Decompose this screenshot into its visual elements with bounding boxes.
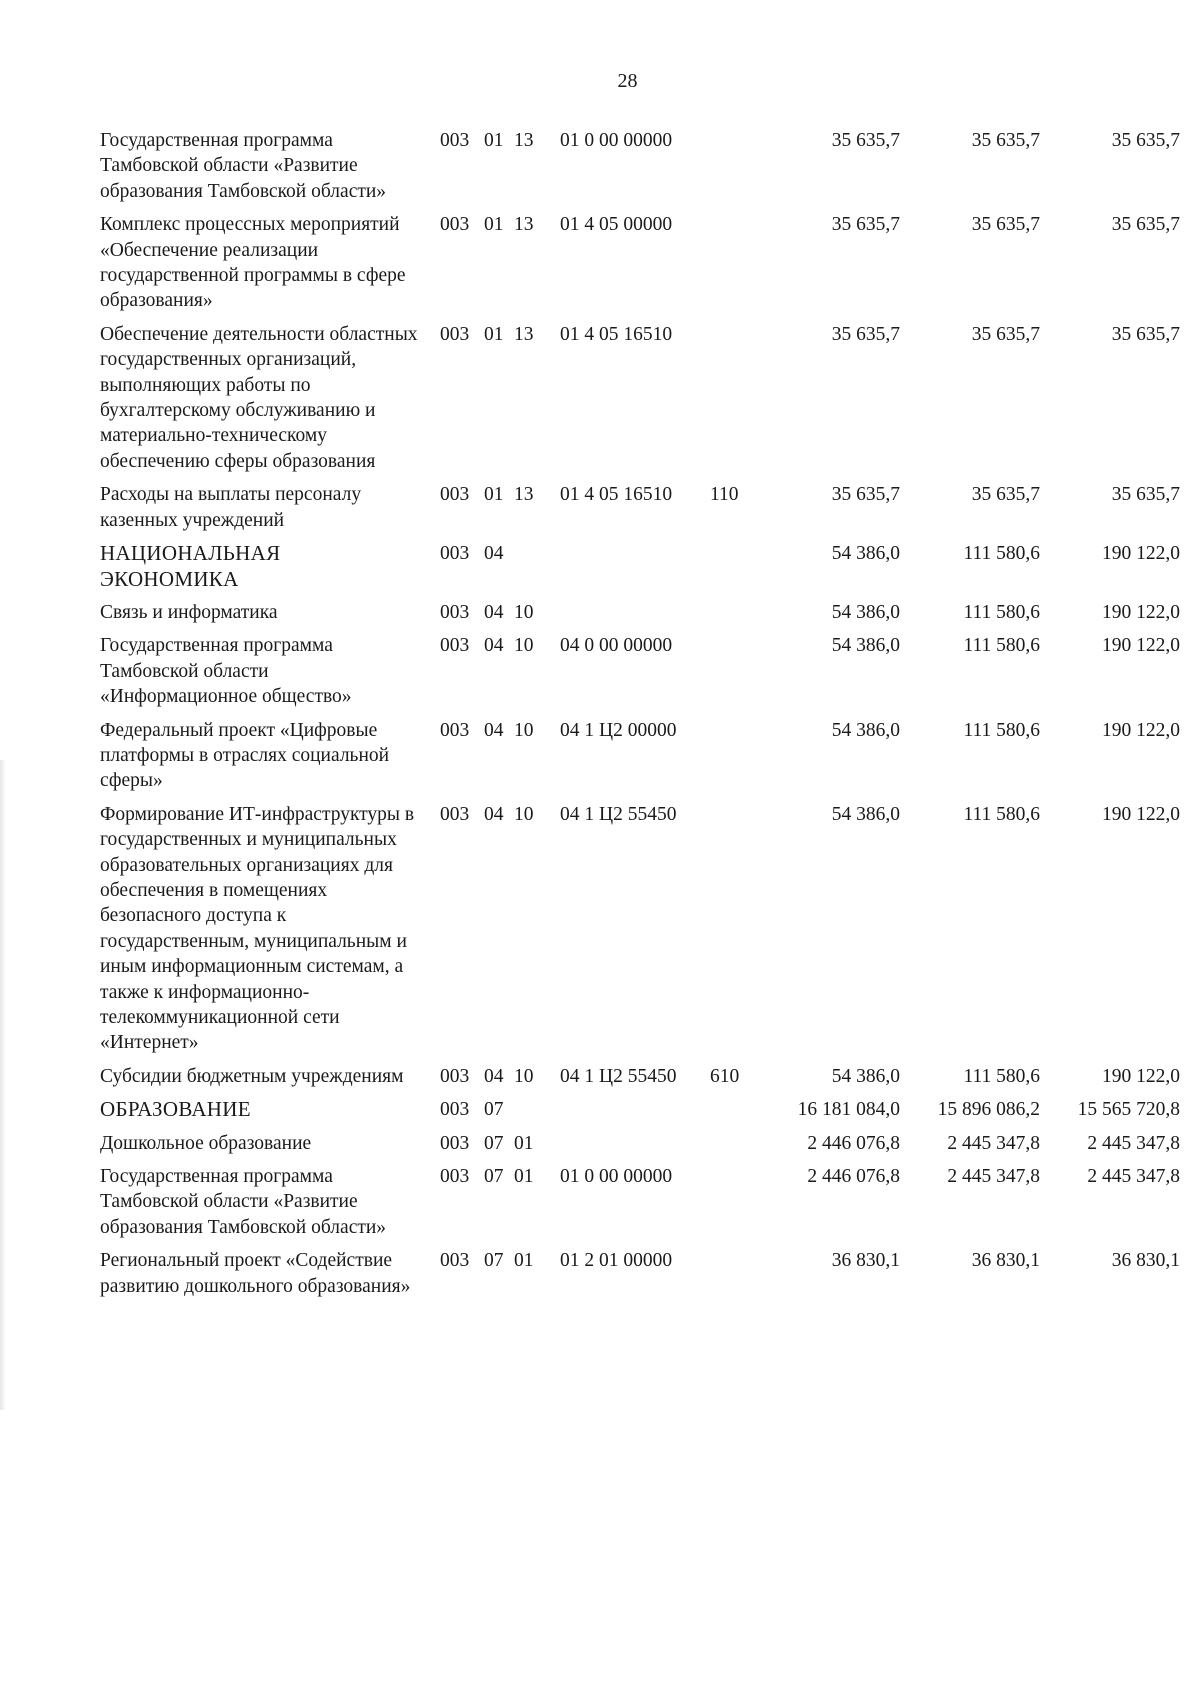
row-target-article-code: 01 2 01 00000 <box>560 1250 673 1272</box>
row-ved-code: 003 <box>440 1099 470 1121</box>
row-amount-1: 54 386,0 <box>831 601 900 623</box>
row-amount-2: 2 445 347,8 <box>947 1132 1040 1154</box>
row-target-article-code: 01 0 00 00000 <box>560 1166 673 1188</box>
row-ved-code: 003 <box>440 323 470 345</box>
row-name: Государственная программа Тамбовской области «Информационное общество» <box>100 635 352 708</box>
row-amount-2: 2 445 347,8 <box>947 1166 1040 1188</box>
row-expense-type-code <box>710 1248 760 1307</box>
row-amount-2: 111 580,6 <box>963 543 1040 565</box>
table-row <box>100 1248 1180 1307</box>
row-amount-3: 2 445 347,8 <box>1087 1132 1180 1154</box>
table-row <box>100 128 1180 212</box>
row-amount-2: 111 580,6 <box>963 635 1040 657</box>
table-row <box>100 633 1180 717</box>
row-amount-2: 111 580,6 <box>963 803 1040 825</box>
row-section-code: 01 <box>484 130 504 151</box>
row-name: Федеральный проект «Цифровые платформы в отраслях социальной сферы» <box>100 719 390 792</box>
row-subsection-code: 10 <box>514 635 534 657</box>
row-amount-3: 190 122,0 <box>1102 635 1180 657</box>
row-name: Формирование ИТ-инфраструктуры в государственных и муниципальных образовательных организациях для обеспечения в помещениях безопасного доступа к государственным, муниципальным и иным информационным системам, а также к информационно-телекоммуникационной сети «Интернет» <box>100 803 415 1054</box>
table-row <box>100 212 1180 322</box>
row-amount-2: 111 580,6 <box>963 719 1040 741</box>
row-section-code: 04 <box>484 803 504 825</box>
row-ved-code: 003 <box>440 1132 470 1154</box>
row-target-article-code: 04 1 Ц2 55450 <box>560 1065 677 1087</box>
table-row <box>100 1164 1180 1248</box>
row-amount-1: 16 181 084,0 <box>797 1099 900 1121</box>
row-name: Субсидии бюджетным учреждениям <box>100 1065 404 1087</box>
row-section-code: 01 <box>484 323 504 345</box>
row-expense-type-code: 610 <box>710 1065 740 1087</box>
row-target-article-code: 01 0 00 00000 <box>560 130 673 151</box>
row-subsection-code <box>514 1097 550 1130</box>
row-amount-2: 111 580,6 <box>963 601 1040 623</box>
row-amount-3: 35 635,7 <box>1111 214 1180 236</box>
row-amount-2: 35 635,7 <box>971 214 1040 236</box>
row-target-article-code <box>550 1131 710 1164</box>
row-amount-3: 35 635,7 <box>1111 323 1180 345</box>
row-amount-2: 36 830,1 <box>971 1250 1040 1272</box>
row-section-code: 04 <box>484 719 504 741</box>
row-subsection-code: 10 <box>514 1065 534 1087</box>
row-ved-code: 003 <box>440 635 470 657</box>
page-number: 28 <box>617 70 638 92</box>
row-amount-3: 35 635,7 <box>1111 484 1180 506</box>
row-subsection-code <box>514 541 550 600</box>
row-target-article-code <box>550 600 710 633</box>
row-expense-type-code <box>710 600 760 633</box>
row-subsection-code: 13 <box>514 130 534 151</box>
table-body <box>100 128 1180 1307</box>
row-amount-1: 35 635,7 <box>831 323 900 345</box>
row-amount-3: 15 565 720,8 <box>1077 1099 1180 1121</box>
table-row <box>100 541 1180 600</box>
row-name: Комплекс процессных мероприятий «Обеспечение реализации государственной программы в сфере образования» <box>100 214 406 312</box>
row-amount-1: 35 635,7 <box>831 484 900 506</box>
row-section-code: 07 <box>484 1099 504 1121</box>
row-amount-3: 190 122,0 <box>1102 601 1180 623</box>
row-amount-3: 190 122,0 <box>1102 803 1180 825</box>
row-section-code: 07 <box>484 1132 504 1154</box>
row-target-article-code: 01 4 05 16510 <box>560 484 673 506</box>
row-target-article-code: 01 4 05 00000 <box>560 214 673 236</box>
row-amount-2: 35 635,7 <box>971 323 1040 345</box>
table-row <box>100 718 1180 802</box>
row-amount-2: 111 580,6 <box>963 1065 1040 1087</box>
row-name: Государственная программа Тамбовской области «Развитие образования Тамбовской области» <box>100 1166 387 1238</box>
budget-table <box>100 128 1180 1307</box>
row-ved-code: 003 <box>440 214 470 236</box>
row-subsection-code: 13 <box>514 484 534 506</box>
row-section-code: 04 <box>484 1065 504 1087</box>
table-row <box>100 600 1180 633</box>
row-subsection-code: 10 <box>514 719 534 741</box>
row-expense-type-code <box>710 633 760 717</box>
row-target-article-code: 01 4 05 16510 <box>560 323 673 345</box>
row-amount-3: 2 445 347,8 <box>1087 1166 1180 1188</box>
row-amount-1: 35 635,7 <box>831 130 900 151</box>
row-section-code: 04 <box>484 543 504 565</box>
row-subsection-code: 13 <box>514 323 534 345</box>
scan-edge-shadow <box>0 760 6 1410</box>
row-expense-type-code: 110 <box>710 484 739 506</box>
table-row <box>100 802 1180 1064</box>
row-amount-1: 35 635,7 <box>831 214 900 236</box>
table-row <box>100 1131 1180 1164</box>
row-name: Расходы на выплаты персоналу казенных учреждений <box>100 484 362 531</box>
row-expense-type-code <box>710 718 760 802</box>
row-target-article-code: 04 1 Ц2 00000 <box>560 719 677 741</box>
row-amount-3: 190 122,0 <box>1102 543 1180 565</box>
row-target-article-code: 04 1 Ц2 55450 <box>560 803 677 825</box>
row-section-code: 01 <box>484 214 504 236</box>
row-amount-2: 35 635,7 <box>971 130 1040 151</box>
row-name: Государственная программа Тамбовской области «Развитие образования Тамбовской области» <box>100 130 387 202</box>
table-row <box>100 1097 1180 1130</box>
table-row <box>100 482 1180 541</box>
row-ved-code: 003 <box>440 543 470 565</box>
row-name: ОБРАЗОВАНИЕ <box>100 1097 251 1122</box>
row-name: НАЦИОНАЛЬНАЯ ЭКОНОМИКА <box>100 541 281 591</box>
row-amount-1: 54 386,0 <box>831 1065 900 1087</box>
row-ved-code: 003 <box>440 803 470 825</box>
row-expense-type-code <box>710 212 760 322</box>
row-ved-code: 003 <box>440 1250 470 1272</box>
row-target-article-code: 04 0 00 00000 <box>560 635 673 657</box>
row-ved-code: 003 <box>440 130 470 151</box>
row-amount-1: 54 386,0 <box>831 635 900 657</box>
row-amount-3: 35 635,7 <box>1111 130 1180 151</box>
row-ved-code: 003 <box>440 601 470 623</box>
row-section-code: 04 <box>484 635 504 657</box>
row-target-article-code <box>550 541 710 600</box>
row-subsection-code: 10 <box>514 601 534 623</box>
row-section-code: 04 <box>484 601 504 623</box>
row-expense-type-code <box>710 1164 760 1248</box>
row-expense-type-code <box>710 1097 760 1130</box>
row-ved-code: 003 <box>440 1065 470 1087</box>
table-row <box>100 1064 1180 1097</box>
row-subsection-code: 01 <box>514 1166 534 1188</box>
row-amount-1: 54 386,0 <box>831 719 900 741</box>
row-section-code: 07 <box>484 1166 504 1188</box>
row-section-code: 07 <box>484 1250 504 1272</box>
row-amount-1: 2 446 076,8 <box>807 1132 900 1154</box>
row-amount-1: 54 386,0 <box>831 803 900 825</box>
row-ved-code: 003 <box>440 1166 470 1188</box>
row-amount-1: 36 830,1 <box>831 1250 900 1272</box>
row-amount-3: 36 830,1 <box>1111 1250 1180 1272</box>
row-name: Региональный проект «Содействие развитию дошкольного образования» <box>100 1250 411 1297</box>
row-expense-type-code <box>710 802 760 1064</box>
row-subsection-code: 01 <box>514 1250 534 1272</box>
row-amount-1: 2 446 076,8 <box>807 1166 900 1188</box>
row-expense-type-code <box>710 128 760 212</box>
row-expense-type-code <box>710 1131 760 1164</box>
table-row <box>100 322 1180 482</box>
row-name: Дошкольное образование <box>100 1132 312 1154</box>
row-ved-code: 003 <box>440 484 470 506</box>
row-subsection-code: 01 <box>514 1132 534 1154</box>
row-section-code: 01 <box>484 484 504 506</box>
row-expense-type-code <box>710 322 760 482</box>
row-amount-2: 35 635,7 <box>971 484 1040 506</box>
row-subsection-code: 10 <box>514 803 534 825</box>
row-amount-3: 190 122,0 <box>1102 1065 1180 1087</box>
row-subsection-code: 13 <box>514 214 534 236</box>
row-name: Обеспечение деятельности областных государственных организаций, выполняющих работы по бухгалтерскому обслуживанию и материально-техническому обеспечению сферы образования <box>100 323 418 472</box>
row-amount-3: 190 122,0 <box>1102 719 1180 741</box>
row-ved-code: 003 <box>440 719 470 741</box>
row-expense-type-code <box>710 541 760 600</box>
row-amount-1: 54 386,0 <box>831 543 900 565</box>
row-target-article-code <box>550 1097 710 1130</box>
row-amount-2: 15 896 086,2 <box>937 1099 1040 1121</box>
row-name: Связь и информатика <box>100 601 278 623</box>
